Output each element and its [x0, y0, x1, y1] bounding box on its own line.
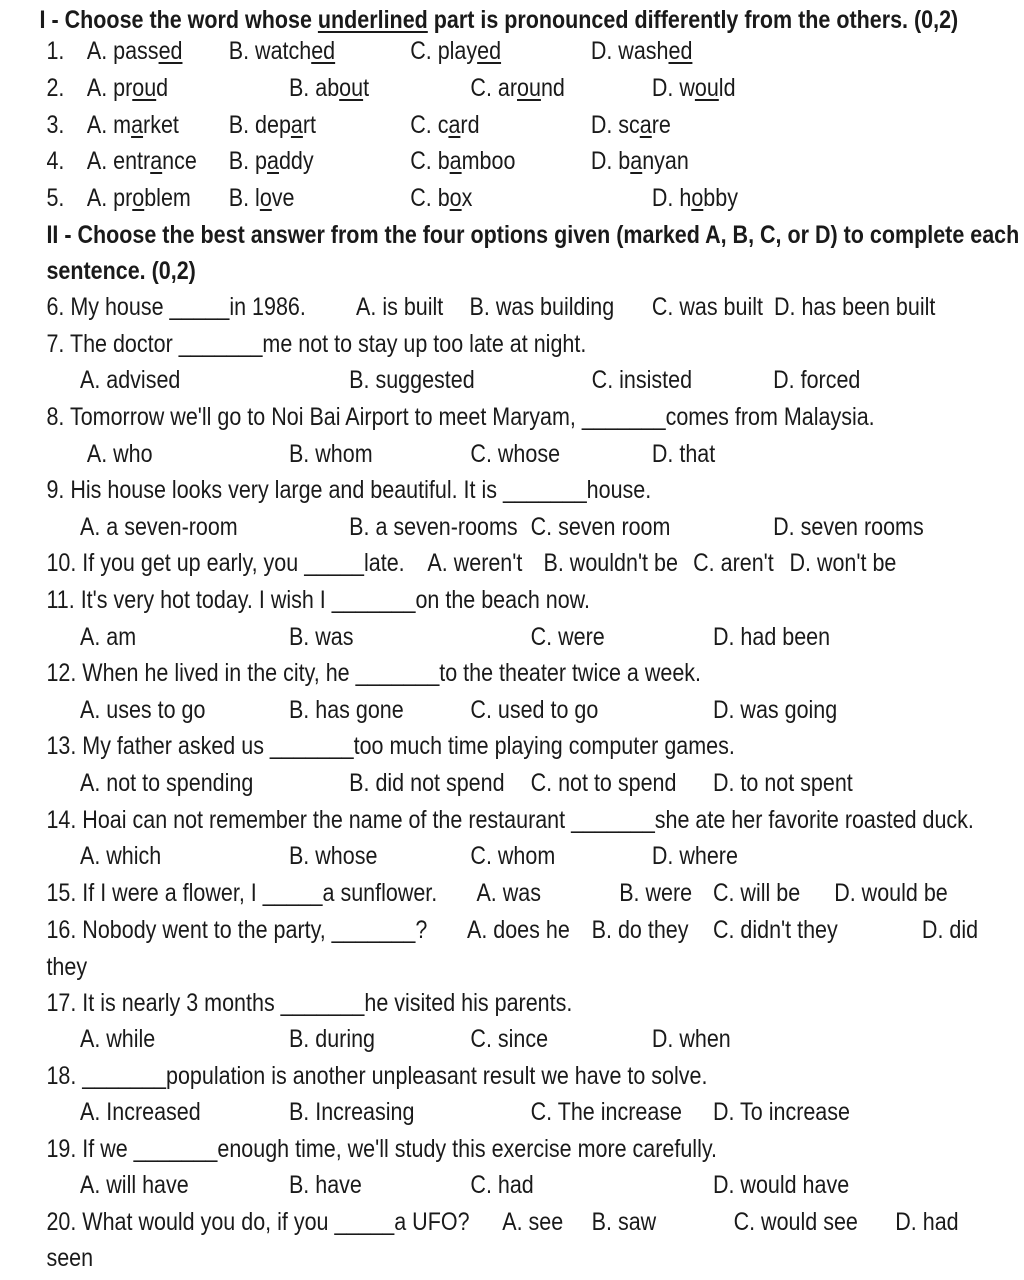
option-c: C. around: [470, 74, 565, 102]
question-20-cont: seen: [46, 1244, 94, 1272]
question-stem: 6. My house _____in 1986.: [46, 293, 306, 321]
option-c: C. was built: [651, 293, 764, 321]
option-d: D. seven rooms: [773, 513, 924, 541]
option-c: C. didn't they: [712, 916, 838, 944]
section-2-heading: II - Choose the best answer from the four options given (marked A, B, C, or D) to complete each: [46, 221, 1020, 249]
question-16-cont: they: [46, 953, 88, 981]
option-a: A. entrance: [86, 147, 197, 175]
question-9: [0, 472, 881, 509]
option-b: B. paddy: [228, 147, 314, 175]
option-b: B. Increasing: [288, 1098, 415, 1126]
option-d: D. did: [921, 916, 979, 944]
option-a: A. see: [502, 1208, 564, 1236]
question-19-options: [0, 1167, 881, 1204]
question-number: 5.: [46, 184, 65, 212]
option-b: B. do they: [591, 916, 689, 944]
option-c: C. card: [410, 111, 480, 139]
question-20: [0, 1204, 959, 1241]
option-d: D. was going: [712, 696, 838, 724]
option-c: C. whom: [470, 842, 556, 870]
option-b: B. about: [288, 74, 370, 102]
question-19: [0, 1131, 881, 1168]
option-c: C. were: [530, 623, 605, 651]
question-stem: 15. If I were a flower, I _____a sunflower.: [46, 879, 438, 907]
option-a: A. who: [86, 440, 153, 468]
option-b: B. has gone: [288, 696, 404, 724]
option-d: D. would be: [834, 879, 948, 907]
question-18: [0, 1058, 881, 1095]
option-b: B. were: [619, 879, 693, 907]
option-b: B. during: [288, 1025, 376, 1053]
option-b: B. wouldn't be: [543, 549, 678, 577]
heading-pre: I - Choose the word whose: [39, 6, 318, 34]
option-d: D. washed: [590, 37, 693, 65]
question-14-options: [0, 838, 881, 875]
option-a: A. weren't: [427, 549, 523, 577]
question-17-options: [0, 1021, 881, 1058]
question-stem: 9. His house looks very large and beautiful. It is _______house.: [46, 476, 652, 504]
question-stem: 20. What would you do, if you _____a UFO?: [46, 1208, 470, 1236]
question-13: [0, 728, 881, 765]
question-9-options: [0, 509, 924, 546]
option-d: D. to not spent: [712, 769, 853, 797]
question-stem: 18. _______population is another unpleasant result we have to solve.: [46, 1062, 708, 1090]
option-c: C. not to spend: [530, 769, 677, 797]
question-3: [0, 107, 881, 144]
option-b: B. love: [228, 184, 295, 212]
option-d: D. banyan: [590, 147, 689, 175]
option-c: C. seven room: [530, 513, 671, 541]
option-a: A. a seven-room: [79, 513, 238, 541]
option-d: D. had been: [712, 623, 831, 651]
option-c: C. bamboo: [410, 147, 516, 175]
option-a: A. proud: [86, 74, 169, 102]
option-a: A. Increased: [79, 1098, 201, 1126]
option-c: C. box: [410, 184, 473, 212]
option-b: B. did not spend: [349, 769, 505, 797]
option-d: D. would have: [712, 1171, 850, 1199]
option-b: B. whose: [288, 842, 378, 870]
question-12: [0, 655, 881, 692]
question-10: [0, 545, 897, 582]
option-b: B. was: [288, 623, 354, 651]
section-2-heading-cont: sentence. (0,2): [46, 257, 196, 285]
option-d: D. won't be: [789, 549, 897, 577]
option-b: B. was building: [469, 293, 615, 321]
question-stem: 7. The doctor _______me not to stay up too late at night.: [46, 330, 587, 358]
option-d: D. To increase: [712, 1098, 850, 1126]
question-number: 4.: [46, 147, 65, 175]
question-16: [0, 912, 979, 949]
option-a: A. while: [79, 1025, 156, 1053]
option-a: A. will have: [79, 1171, 189, 1199]
option-b: B. saw: [591, 1208, 657, 1236]
question-stem: 17. It is nearly 3 months _______he visited his parents.: [46, 989, 573, 1017]
option-d: D. had: [895, 1208, 959, 1236]
question-stem: 12. When he lived in the city, he _______to the theater twice a week.: [46, 659, 702, 687]
option-c: C. would see: [733, 1208, 858, 1236]
option-b: B. whom: [288, 440, 373, 468]
option-a: A. problem: [86, 184, 191, 212]
option-a: A. market: [86, 111, 179, 139]
question-8-options: [0, 436, 881, 473]
option-b: B. watched: [228, 37, 336, 65]
option-a: A. does he: [466, 916, 570, 944]
question-4: [0, 143, 881, 180]
question-number: 3.: [46, 111, 65, 139]
option-b: B. a seven-rooms: [349, 513, 518, 541]
question-stem: 10. If you get up early, you _____late.: [46, 549, 405, 577]
option-d: D. when: [651, 1025, 731, 1053]
option-a: A. advised: [79, 366, 181, 394]
question-2: [0, 70, 881, 107]
option-a: A. uses to go: [79, 696, 206, 724]
option-b: B. suggested: [349, 366, 475, 394]
question-stem: 19. If we _______enough time, we'll study this exercise more carefully.: [46, 1135, 717, 1163]
question-stem: 11. It's very hot today. I wish I _______on the beach now.: [46, 586, 590, 614]
option-d: D. would: [651, 74, 736, 102]
option-c: C. will be: [712, 879, 801, 907]
question-stem: 14. Hoai can not remember the name of the restaurant _______she ate her favorite roasted duck.: [46, 806, 974, 834]
question-12-options: [0, 692, 881, 729]
question-number: 2.: [46, 74, 65, 102]
option-d: D. where: [651, 842, 738, 870]
question-15: [0, 875, 948, 912]
option-c: C. whose: [470, 440, 561, 468]
question-stem: 13. My father asked us _______too much time playing computer games.: [46, 732, 735, 760]
question-11-options: [0, 619, 881, 656]
question-stem: 8. Tomorrow we'll go to Noi Bai Airport to meet Maryam, _______comes from Malaysia.: [46, 403, 875, 431]
option-c: C. used to go: [470, 696, 599, 724]
question-stem: 16. Nobody went to the party, _______?: [46, 916, 428, 944]
heading-underlined: underlined: [317, 6, 428, 34]
question-14: [0, 802, 974, 839]
option-a: A. passed: [86, 37, 183, 65]
option-d: D. scare: [590, 111, 671, 139]
option-c: C. aren't: [693, 549, 774, 577]
question-7-options: [0, 362, 881, 399]
option-c: C. insisted: [591, 366, 693, 394]
question-number: 1.: [46, 37, 65, 65]
option-a: A. not to spending: [79, 769, 254, 797]
option-c: C. played: [410, 37, 502, 65]
question-13-options: [0, 765, 881, 802]
option-c: C. had: [470, 1171, 534, 1199]
question-1: [0, 33, 881, 70]
option-b: B. depart: [228, 111, 317, 139]
option-c: C. since: [470, 1025, 549, 1053]
question-6: [0, 289, 936, 326]
option-d: D. has been built: [774, 293, 936, 321]
question-5: [0, 180, 881, 217]
option-d: D. that: [651, 440, 716, 468]
option-d: D. hobby: [651, 184, 738, 212]
option-a: A. which: [79, 842, 162, 870]
option-a: A. is built: [356, 293, 444, 321]
question-7: [0, 326, 881, 363]
option-d: D. forced: [773, 366, 861, 394]
question-18-options: [0, 1094, 881, 1131]
option-b: B. have: [288, 1171, 362, 1199]
option-a: A. was: [476, 879, 541, 907]
question-8: [0, 399, 881, 436]
question-17: [0, 985, 881, 1022]
option-a: A. am: [79, 623, 137, 651]
option-c: C. The increase: [530, 1098, 682, 1126]
question-11: [0, 582, 881, 619]
heading-post: part is pronounced differently from the others. (0,2): [427, 6, 959, 34]
